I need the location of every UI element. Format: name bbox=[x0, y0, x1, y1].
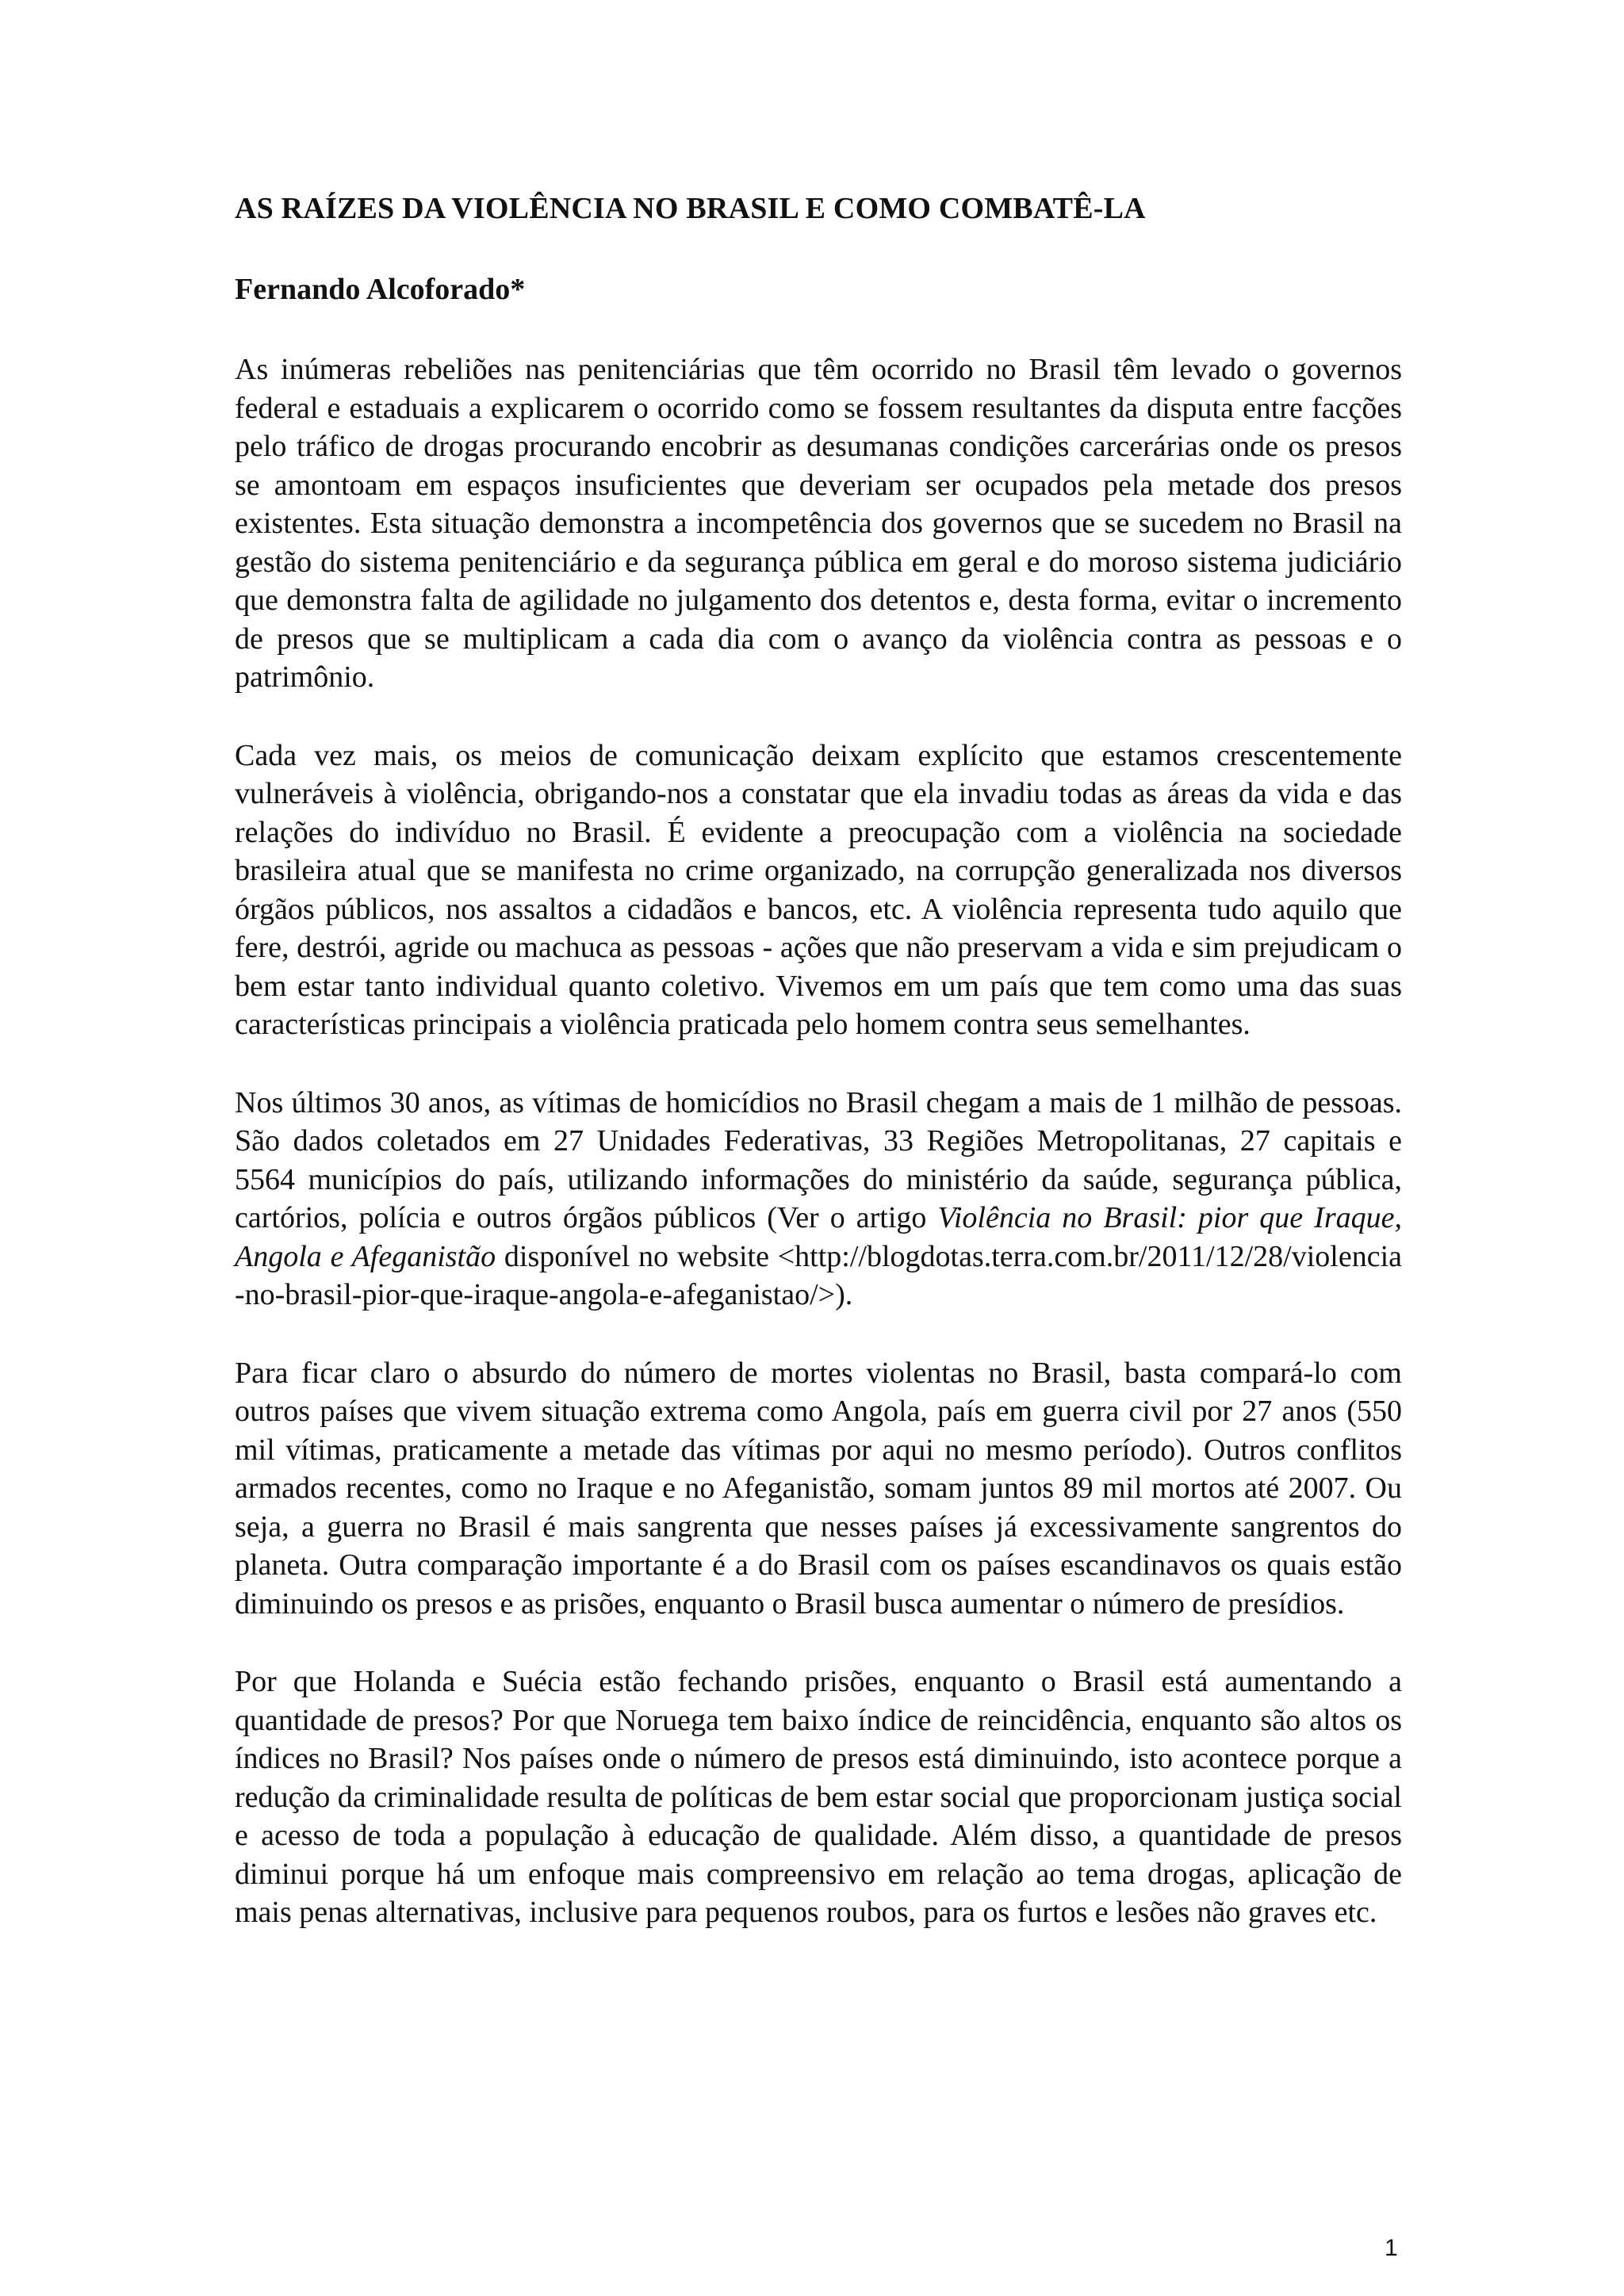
paragraph-1: As inúmeras rebeliões nas penitenciárias que têm ocorrido no Brasil têm levado o governos federal e estaduais a explicarem o ocorrido como se fossem resultantes da disputa entre facções pelo tráfico de drogas procurando encobrir as desumanas condições carcerárias onde os presos se amontoam em espaços insuficientes que deveriam ser ocupados pela metade dos presos existentes. Esta situação demonstra a incompetência dos governos que se sucedem no Brasil na gestão do sistema penitenciário e da segurança pública em geral e do moroso sistema judiciário que demonstra falta de agilidade no julgamento dos detentos e, desta forma, evitar o incremento de presos que se multiplicam a cada dia com o avanço da violência contra as pessoas e o patrimônio. bbox=[235, 353, 1402, 694]
page-number: 1 bbox=[1385, 2235, 1398, 2261]
paragraph-3-text-after: ). bbox=[835, 1278, 853, 1311]
paragraph-3-text-middle: disponível no website bbox=[496, 1239, 778, 1273]
paragraph-5: Por que Holanda e Suécia estão fechando prisões, enquanto o Brasil está aumentando a quantidade de presos? Por que Noruega tem baixo índice de reincidência, enquanto são altos os índices no Brasil? Nos países onde o número de presos está diminuindo, isto acontece porque a redução da criminalidade resulta de políticas de bem estar social que proporcionam justiça social e acesso de toda a população à educação de qualidade. Além disso, a quantidade de presos diminui porque há um enfoque mais compreensivo em relação ao tema drogas, aplicação de mais penas alternativas, inclusive para pequenos roubos, para os furtos e lesões não graves etc. bbox=[235, 1665, 1402, 1929]
paragraph-3-text-before: Nos últimos 30 anos, as vítimas de homicídios no Brasil chegam a mais de 1 milhão de pessoas. São dados coletados em 27 Unidades Federativas, 33 Regiões Metropolitanas, 27 capitais e 5564 municípios do país, utilizando informações do ministério da saúde, segurança pública, cartórios, polícia e outros órgãos públicos (Ver o artigo bbox=[235, 1085, 1402, 1234]
document-author: Fernando Alcoforado* bbox=[235, 273, 526, 306]
cited-article-url[interactable]: <http://blogdotas.terra.com.br/2011/12/28/violencia-no-brasil-pior-que-iraque-angola-e-afeganistao/> bbox=[235, 1239, 1402, 1311]
document-body bbox=[235, 189, 1402, 1972]
paragraph-3 bbox=[235, 1084, 1402, 1314]
document-title: AS RAÍZES DA VIOLÊNCIA NO BRASIL E COMO COMBATÊ-LA bbox=[235, 192, 1146, 225]
cited-article-title: Violência no Brasil: pior que Iraque, Angola e Afeganistão bbox=[235, 1201, 1402, 1273]
paragraph-4: Para ficar claro o absurdo do número de mortes violentas no Brasil, basta compará-lo com outros países que vivem situação extrema como Angola, país em guerra civil por 27 anos (550 mil vítimas, praticamente a metade das vítimas por aqui no mesmo período). Outros conflitos armados recentes, como no Iraque e no Afeganistão, somam juntos 89 mil mortos até 2007. Ou seja, a guerra no Brasil é mais sangrenta que nesses países já excessivamente sangrentos do planeta. Outra comparação importante é a do Brasil com os países escandinavos os quais estão diminuindo os presos e as prisões, enquanto o Brasil busca aumentar o número de presídios. bbox=[235, 1356, 1402, 1621]
paragraph-2: Cada vez mais, os meios de comunicação deixam explícito que estamos crescentemente vulneráveis à violência, obrigando-nos a constatar que ela invadiu todas as áreas da vida e das relações do indivíduo no Brasil. É evidente a preocupação com a violência na sociedade brasileira atual que se manifesta no crime organizado, na corrupção generalizada nos diversos órgãos públicos, nos assaltos a cidadãos e bancos, etc. A violência representa tudo aquilo que fere, destrói, agride ou machuca as pessoas - ações que não preservam a vida e sim prejudicam o bem estar tanto individual quanto coletivo. Vivemos em um país que tem como uma das suas características principais a violência praticada pelo homem contra seus semelhantes. bbox=[235, 738, 1402, 1041]
